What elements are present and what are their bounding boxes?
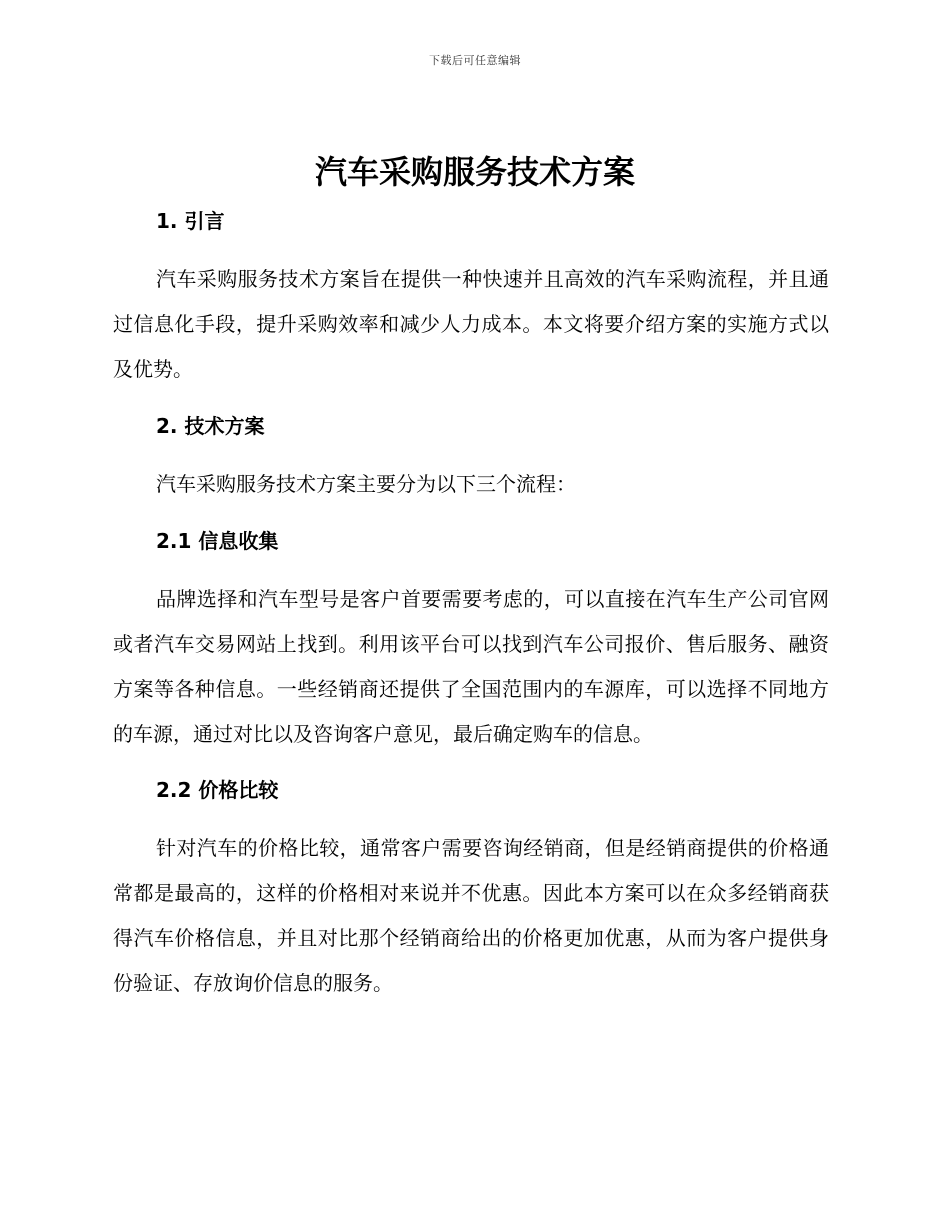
section-heading-info-collection: 2.1 信息收集 (156, 529, 279, 553)
running-header: 下载后可任意编辑 (429, 54, 521, 67)
section-paragraph-technical-plan: 汽车采购服务技术方案主要分为以下三个流程： (156, 472, 576, 496)
section-paragraph-price-comparison: 针对汽车的价格比较，通常客户需要咨询经销商，但是经销商提供的价格通常都是最高的，这样的价格相对来说并不优惠。因此本方案可以在众多经销商获得汽车价格信息，并且对比那个经销商给出的价格更加优惠，从而为客户提供身份验证、存放询价信息的服务。 (113, 836, 829, 995)
section-heading-technical-plan: 2. 技术方案 (156, 414, 265, 438)
document-title: 汽车采购服务技术方案 (314, 153, 635, 191)
section-heading-price-comparison: 2.2 价格比较 (156, 778, 279, 802)
section-heading-introduction: 1. 引言 (156, 209, 225, 233)
section-paragraph-introduction: 汽车采购服务技术方案旨在提供一种快速并且高效的汽车采购流程，并且通过信息化手段，提升采购效率和减少人力成本。本文将要介绍方案的实施方式以及优势。 (113, 267, 829, 381)
section-paragraph-info-collection: 品牌选择和汽车型号是客户首要需要考虑的，可以直接在汽车生产公司官网或者汽车交易网站上找到。利用该平台可以找到汽车公司报价、售后服务、融资方案等各种信息。一些经销商还提供了全国范围内的车源库，可以选择不同地方的车源，通过对比以及咨询客户意见，最后确定购车的信息。 (113, 587, 829, 746)
